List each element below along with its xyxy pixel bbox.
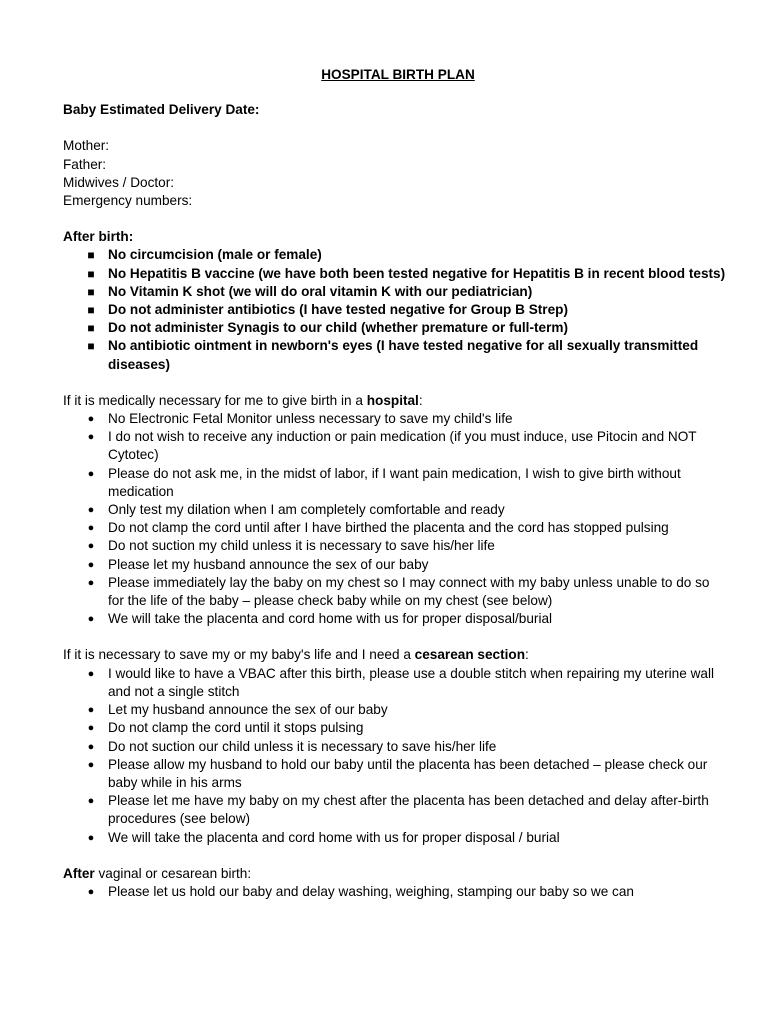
list-item: ● Please do not ask me, in the midst of labor, if I want pain medication, I wish to give birth without medication <box>63 465 728 501</box>
hospital-intro: If it is medically necessary for me to give birth in a hospital: <box>63 392 423 408</box>
bullet-icon: ● <box>87 831 95 844</box>
contact-father: Father: <box>63 156 107 172</box>
list-item: ● We will take the placenta and cord home with us for proper disposal/burial <box>63 610 728 628</box>
list-item: ● Do not clamp the cord until it stops pulsing <box>63 719 728 737</box>
list-item: ● Please let my husband announce the sex of our baby <box>63 556 728 574</box>
bullet-icon: ● <box>87 504 95 517</box>
list-item: ● No Electronic Fetal Monitor unless necessary to save my child's life <box>63 410 728 428</box>
bullet-icon: ● <box>87 413 95 426</box>
after-birth-heading: After birth: <box>63 229 134 245</box>
bullet-icon: ● <box>87 722 95 735</box>
bullet-icon: ● <box>87 667 95 680</box>
list-item: ■ No circumcision (male or female) <box>63 246 728 264</box>
list-item: ■ No Hepatitis B vaccine (we have both been tested negative for Hepatitis B in recent blood tests) <box>63 265 728 283</box>
bullet-icon: ● <box>87 613 95 626</box>
list-item: ● Please immediately lay the baby on my chest so I may connect with my baby unless unable to do so for the life of the baby – please check baby while on my chest (see below) <box>63 574 728 610</box>
bullet-icon: ● <box>87 576 95 589</box>
cesarean-list <box>63 665 728 847</box>
list-item: ● Only test my dilation when I am completely comfortable and ready <box>63 501 728 519</box>
bullet-icon: ■ <box>87 339 95 354</box>
list-item: ■ Do not administer Synagis to our child (whether premature or full-term) <box>63 319 728 337</box>
list-item: ● Please allow my husband to hold our baby until the placenta has been detached – please check our baby while in his arms <box>63 756 728 792</box>
hospital-list <box>63 410 728 628</box>
list-item: ● Please let us hold our baby and delay washing, weighing, stamping our baby so we can <box>63 883 728 901</box>
bullet-icon: ● <box>87 758 95 771</box>
contacts-block <box>63 137 728 210</box>
bullet-icon: ● <box>87 558 95 571</box>
list-item: ● Please let me have my baby on my chest after the placenta has been detached and delay after-birth procedures (see below) <box>63 792 728 828</box>
bullet-icon: ● <box>87 885 95 898</box>
bullet-icon: ■ <box>87 321 95 336</box>
list-item: ● I do not wish to receive any induction or pain medication (if you must induce, use Pitocin and NOT Cytotec) <box>63 428 728 464</box>
bullet-icon: ● <box>87 522 95 535</box>
contact-midwives-doctor: Midwives / Doctor: <box>63 174 175 190</box>
list-item: ● Do not suction our child unless it is necessary to save his/her life <box>63 738 728 756</box>
bullet-icon: ■ <box>87 284 95 299</box>
contact-emergency-numbers: Emergency numbers: <box>63 193 193 209</box>
list-item: ■ No antibiotic ointment in newborn's eyes (I have tested negative for all sexually transmitted diseases) <box>63 337 728 373</box>
after-birth-list <box>63 246 728 373</box>
list-item: ● Do not clamp the cord until after I have birthed the placenta and the cord has stopped pulsing <box>63 519 728 537</box>
bullet-icon: ● <box>87 431 95 444</box>
due-date-label: Baby Estimated Delivery Date: <box>63 102 260 118</box>
after-vaginal-list <box>63 883 728 901</box>
bullet-icon: ● <box>87 795 95 808</box>
bullet-icon: ● <box>87 704 95 717</box>
bullet-icon: ■ <box>87 303 95 318</box>
list-item: ● I would like to have a VBAC after this birth, please use a double stitch when repairing my uterine wall and not a single stitch <box>63 665 728 701</box>
bullet-icon: ■ <box>87 266 95 281</box>
after-vaginal-intro: After vaginal or cesarean birth: <box>63 865 252 881</box>
bullet-icon: ● <box>87 740 95 753</box>
list-item: ● Let my husband announce the sex of our baby <box>63 701 728 719</box>
list-item: ● We will take the placenta and cord home with us for proper disposal / burial <box>63 829 728 847</box>
document-title: HOSPITAL BIRTH PLAN <box>321 67 475 82</box>
bullet-icon: ● <box>87 540 95 553</box>
contact-mother: Mother: <box>63 138 110 154</box>
bullet-icon: ● <box>87 467 95 480</box>
list-item: ■ Do not administer antibiotics (I have tested negative for Group B Strep) <box>63 301 728 319</box>
bullet-icon: ■ <box>87 248 95 263</box>
cesarean-intro: If it is necessary to save my or my baby's life and I need a cesarean section: <box>63 647 529 663</box>
list-item: ● Do not suction my child unless it is necessary to save his/her life <box>63 537 728 555</box>
list-item: ■ No Vitamin K shot (we will do oral vitamin K with our pediatrician) <box>63 283 728 301</box>
